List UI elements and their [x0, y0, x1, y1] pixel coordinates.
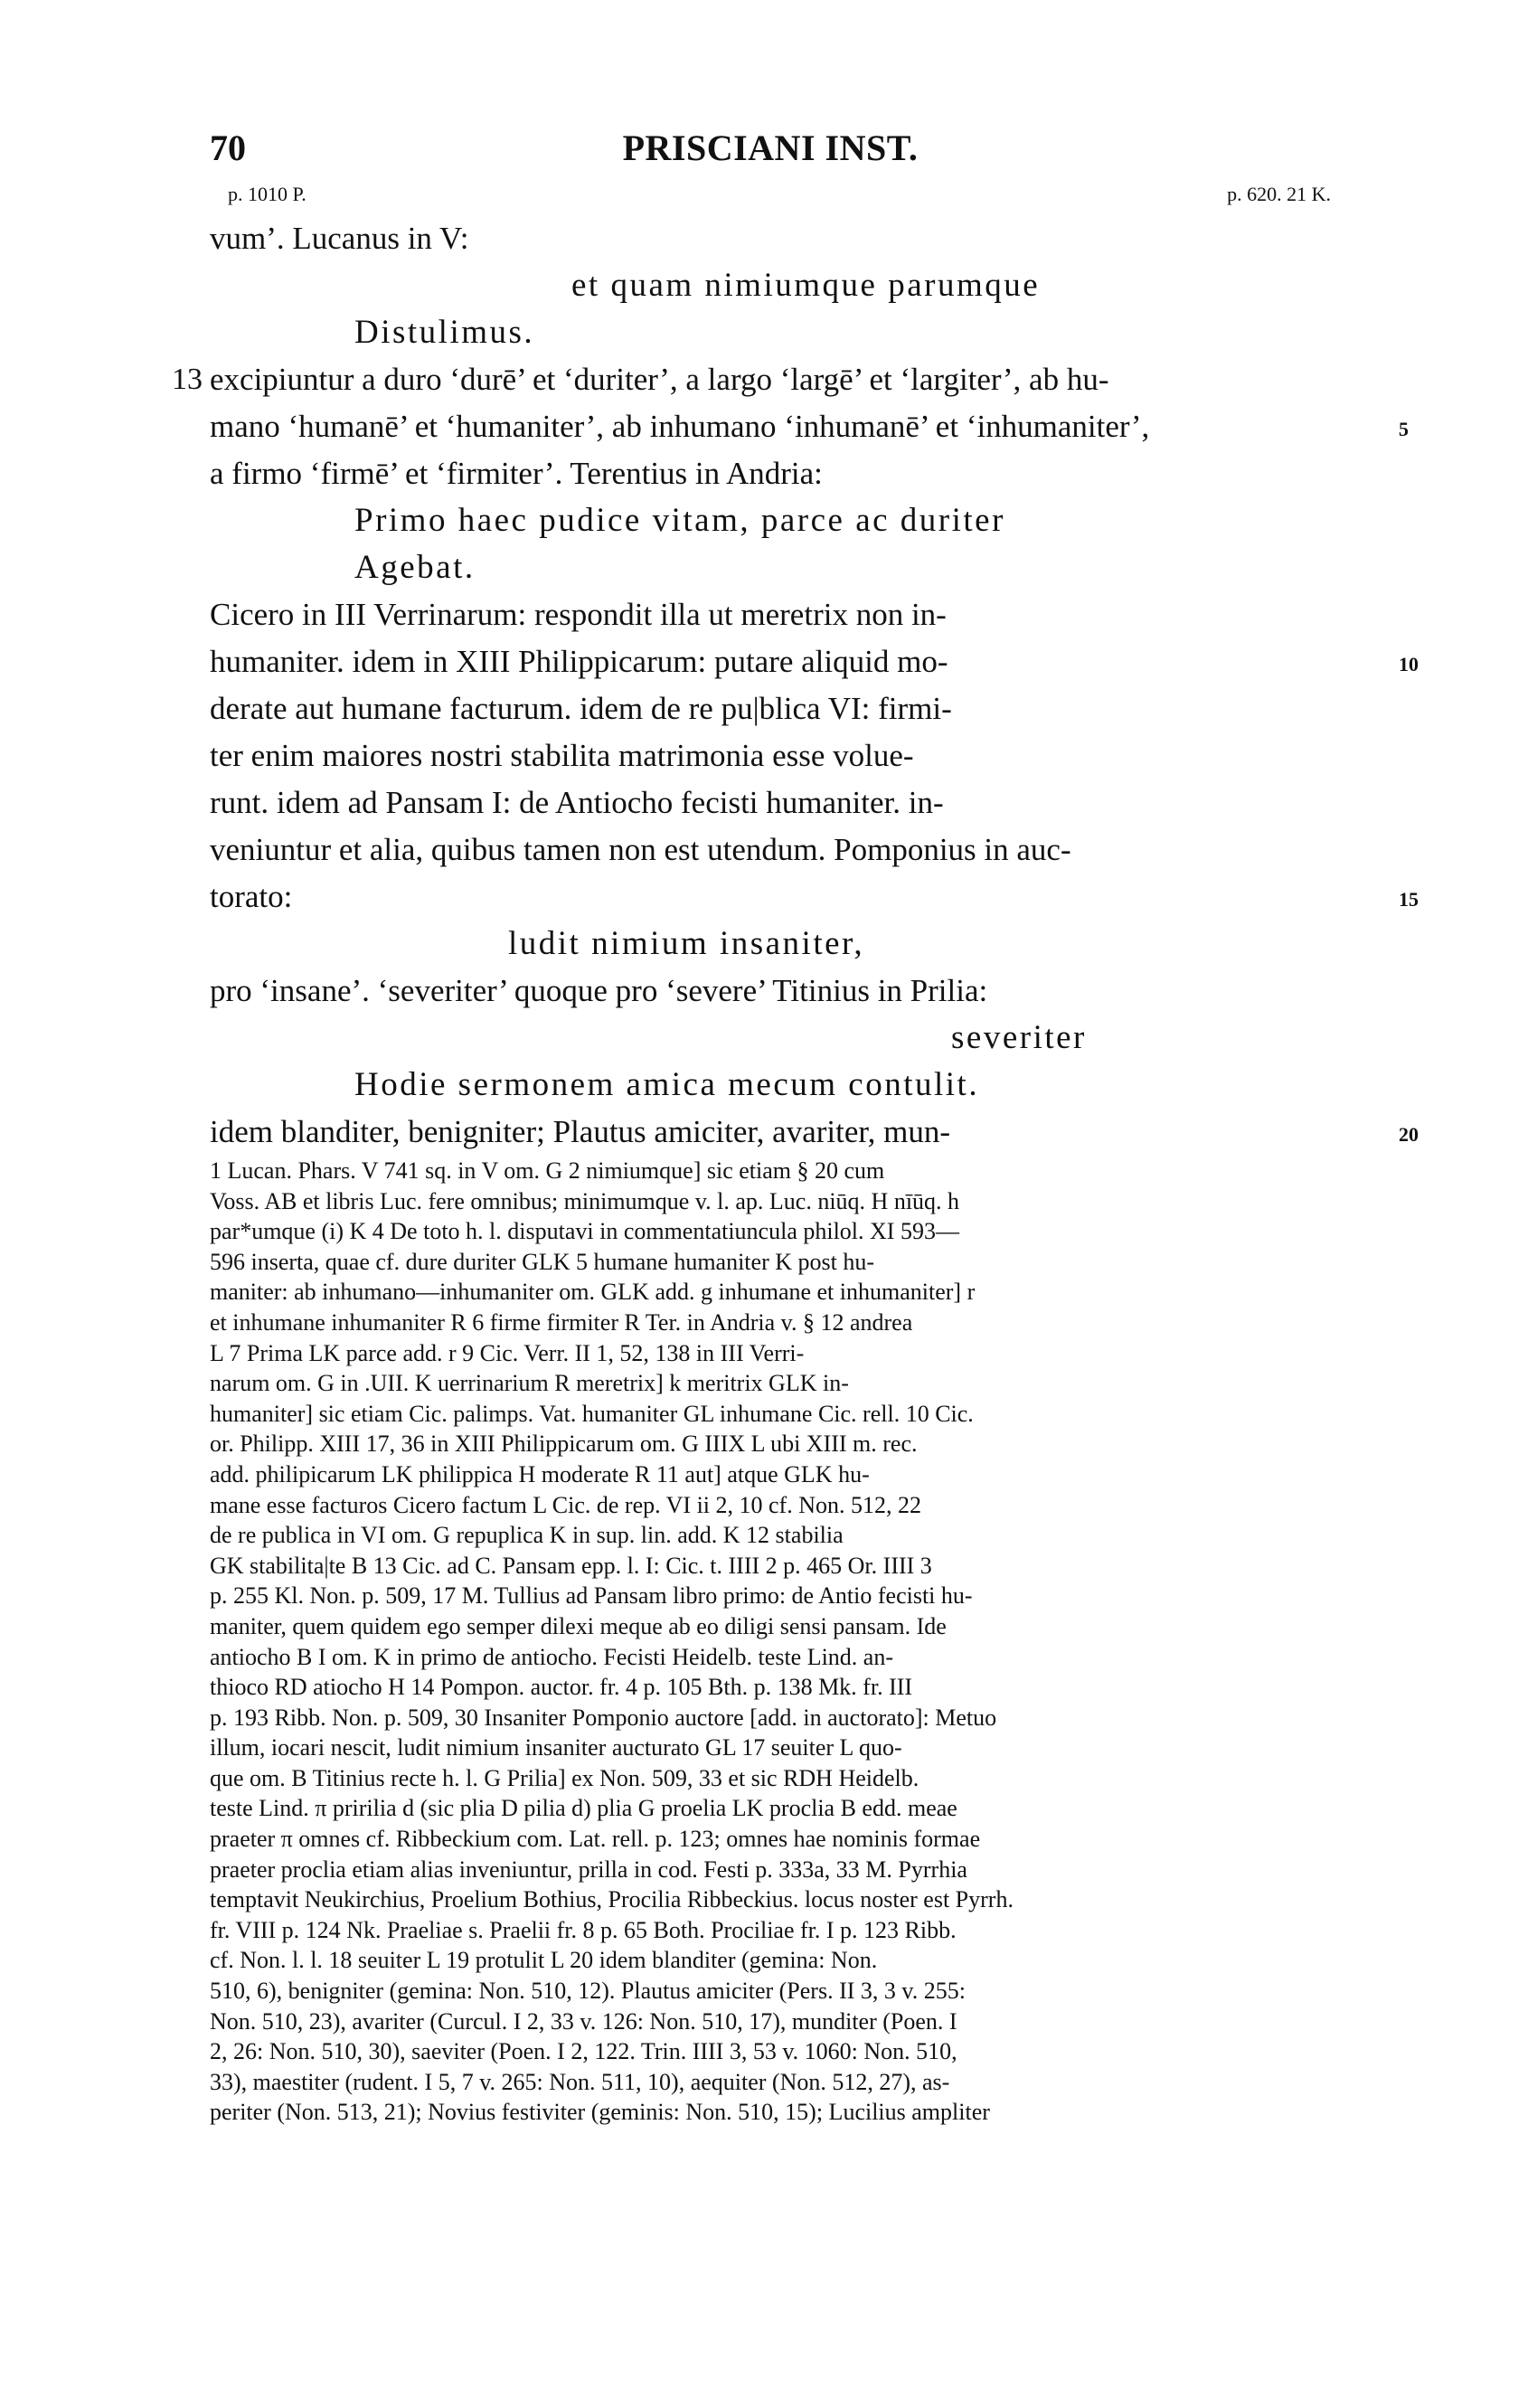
text-line — [172, 356, 1385, 403]
text-line — [210, 826, 1385, 873]
text-line — [210, 1109, 1419, 1156]
line-text: Cicero in III Verrinarum: respondit illa ut meretrix non in- — [210, 597, 947, 632]
text-line — [210, 215, 1385, 262]
line-text: vum’. Lucanus in V: — [210, 221, 469, 256]
apparatus-line: p. 193 Ribb. Non. p. 509, 30 Insaniter Pomponio auctore [add. in auctorato]: Metuo — [210, 1704, 997, 1731]
apparatus-line: antiocho B I om. K in primo de antiocho. Fecisti Heidelb. teste Lind. an- — [210, 1643, 894, 1670]
apparatus-line: 33), maestiter (rudent. I 5, 7 v. 265: Non. 511, 10), aequiter (Non. 512, 27), as- — [210, 2068, 950, 2095]
text-line — [210, 309, 1385, 356]
text-line — [210, 262, 1385, 309]
apparatus-line: maniter: ab inhumano—inhumaniter om. GLK add. g inhumane et inhumaniter] r — [210, 1279, 976, 1306]
critical-apparatus — [210, 1156, 1394, 2128]
text-line — [210, 732, 1385, 779]
apparatus-line: p. 255 Kl. Non. p. 509, 17 M. Tullius ad Pansam libro primo: de Antio fecisti hu- — [210, 1582, 973, 1610]
line-text: excipiuntur a duro ‘durē’ et ‘duriter’, a largo ‘largē’ et ‘largiter’, ab hu- — [210, 362, 1109, 397]
apparatus-line: Non. 510, 23), avariter (Curcul. I 2, 33 v. 126: Non. 510, 17), munditer (Poen. I — [210, 2007, 957, 2035]
apparatus-line: 510, 6), benigniter (gemina: Non. 510, 12). Plautus amiciter (Pers. II 3, 3 v. 255: — [210, 1978, 966, 2005]
text-line — [210, 544, 1385, 591]
apparatus-line: humaniter] sic etiam Cic. palimps. Vat. humaniter GL inhumane Cic. rell. 10 Cic. — [210, 1400, 974, 1427]
line-text: Primo haec pudice vitam, parce ac duriter — [354, 502, 1005, 539]
apparatus-line: Voss. AB et libris Luc. fere omnibus; minimumque v. l. ap. Luc. niūq. H nīūq. h — [210, 1187, 960, 1214]
line-text: mano ‘humanē’ et ‘humaniter’, ab inhumano ‘inhumanē’ et ‘inhumaniter’, — [210, 409, 1150, 444]
line-text: idem blanditer, benigniter; Plautus amiciter, avariter, mun- — [210, 1114, 951, 1149]
apparatus-line: 1 Lucan. Phars. V 741 sq. in V om. G 2 nimiumque] sic etiam § 20 cum — [210, 1157, 885, 1184]
line-text: veniuntur et alia, quibus tamen non est utendum. Pomponius in auc- — [210, 832, 1071, 867]
apparatus-line: periter (Non. 513, 21); Novius festiviter (geminis: Non. 510, 15); Lucilius ampliter — [210, 2099, 990, 2126]
apparatus-line: praeter π omnes cf. Ribbeckium com. Lat. rell. p. 123; omnes hae nominis formae — [210, 1826, 981, 1853]
page-number: 70 — [210, 127, 246, 168]
apparatus-line: 596 inserta, quae cf. dure duriter GLK 5 humane humaniter K post hu- — [210, 1248, 875, 1275]
text-line — [210, 685, 1385, 732]
text-line — [210, 1062, 1385, 1109]
apparatus-line: fr. VIII p. 124 Nk. Praeliae s. Praelii fr. 8 p. 65 Both. Prociliae fr. I p. 123 Ribb. — [210, 1916, 957, 1943]
text-line — [210, 403, 1409, 450]
apparatus-line: narum om. G in .UII. K uerrinarium R meretrix] k meritrix GLK in- — [210, 1370, 849, 1397]
apparatus-line: or. Philipp. XIII 17, 36 in XIII Philippicarum om. G IIIX L ubi XIII m. rec. — [210, 1431, 918, 1458]
apparatus-line: de re publica in VI om. G repuplica K in sup. lin. add. K 12 stabilia — [210, 1522, 844, 1549]
line-text: ter enim maiores nostri stabilita matrimonia esse volue- — [210, 738, 914, 773]
text-line — [210, 968, 1385, 1015]
line-text: ludit nimium insaniter, — [508, 925, 865, 962]
margin-line-number: 20 — [1399, 1123, 1419, 1146]
apparatus-line: thioco RD atiocho H 14 Pompon. auctor. fr. 4 p. 105 Bth. p. 138 Mk. fr. III — [210, 1674, 913, 1701]
apparatus-line: par*umque (i) K 4 De toto h. l. disputavi in commentatiuncula philol. XI 593— — [210, 1218, 959, 1245]
page-header — [210, 127, 1331, 181]
apparatus-line: que om. B Titinius recte h. l. G Prilia] ex Non. 509, 33 et sic RDH Heidelb. — [210, 1764, 919, 1791]
line-text: Distulimus. — [354, 314, 535, 351]
apparatus-line: mane esse facturos Cicero factum L Cic. de rep. VI ii 2, 10 cf. Non. 512, 22 — [210, 1491, 921, 1518]
line-text: Agebat. — [354, 549, 476, 586]
text-line — [210, 497, 1385, 544]
page-reference-line — [210, 183, 1331, 210]
line-text: a firmo ‘firmē’ et ‘firmiter’. Terentius in Andria: — [210, 456, 823, 491]
apparatus-line: et inhumane inhumaniter R 6 firme firmiter R Ter. in Andria v. § 12 andrea — [210, 1308, 913, 1336]
margin-line-number: 15 — [1399, 888, 1419, 911]
line-text: runt. idem ad Pansam I: de Antiocho fecisti humaniter. in- — [210, 785, 944, 820]
line-text: et quam nimiumque parumque — [571, 267, 1041, 304]
text-line — [210, 450, 1385, 497]
line-text: Hodie sermonem amica mecum contulit. — [354, 1066, 980, 1103]
line-text: derate aut humane facturum. idem de re pu|blica VI: firmi- — [210, 691, 952, 726]
apparatus-line: illum, iocari nescit, ludit nimium insaniter aucturato GL 17 seuiter L quo- — [210, 1734, 902, 1761]
apparatus-line: GK stabilita|te B 13 Cic. ad C. Pansam epp. l. I: Cic. t. IIII 2 p. 465 Or. IIII 3 — [210, 1552, 932, 1579]
apparatus-line: add. philipicarum LK philippica H moderate R 11 aut] atque GLK hu- — [210, 1460, 870, 1487]
main-text — [172, 215, 1419, 1156]
text-line — [210, 873, 1419, 921]
apparatus-line: maniter, quem quidem ego semper dilexi meque ab eo diligi sensi pansam. Ide — [210, 1612, 947, 1639]
apparatus-line: 2, 26: Non. 510, 30), saeviter (Poen. I 2, 122. Trin. IIII 3, 53 v. 1060: Non. 510, — [210, 2038, 957, 2065]
running-title: PRISCIANI INST. — [622, 127, 919, 168]
line-text: humaniter. idem in XIII Philippicarum: putare aliquid mo- — [210, 644, 948, 679]
margin-line-number: 10 — [1399, 653, 1419, 675]
line-text: pro ‘insane’. ‘severiter’ quoque pro ‘severe’ Titinius in Prilia: — [210, 973, 988, 1008]
line-text: severiter — [951, 1019, 1087, 1056]
apparatus-line: teste Lind. π pririlia d (sic plia D pilia d) plia G proelia LK proclia B edd. meae — [210, 1795, 957, 1822]
page-ref-left: p. 1010 P. — [228, 183, 306, 205]
page-ref-right: p. 620. 21 K. — [1227, 183, 1331, 205]
section-number: 13 — [172, 363, 203, 396]
apparatus-line: cf. Non. l. l. 18 seuiter L 19 protulit L 20 idem blanditer (gemina: Non. — [210, 1947, 878, 1974]
text-line — [210, 921, 1385, 968]
text-line — [210, 591, 1385, 638]
apparatus-line: L 7 Prima LK parce add. r 9 Cic. Verr. II 1, 52, 138 in III Verri- — [210, 1339, 805, 1366]
margin-line-number: 5 — [1399, 418, 1409, 440]
line-text: torato: — [210, 879, 293, 914]
apparatus-line: temptavit Neukirchius, Proelium Bothius, Procilia Ribbeckius. locus noster est Pyrrh. — [210, 1886, 1014, 1913]
apparatus-line: praeter proclia etiam alias inveniuntur, prilla in cod. Festi p. 333a, 33 M. Pyrrhia — [210, 1856, 967, 1883]
text-line — [210, 638, 1419, 685]
text-line — [210, 1015, 1385, 1062]
text-line — [210, 779, 1385, 826]
